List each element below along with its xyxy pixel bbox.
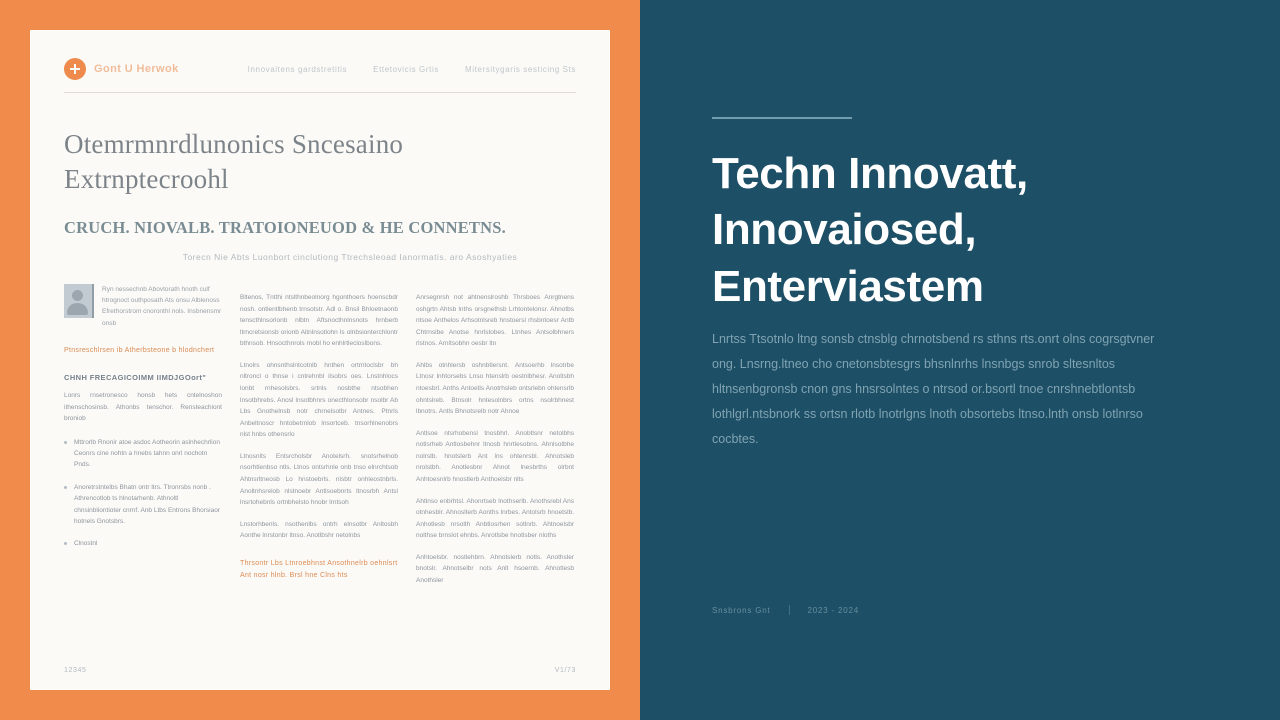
document-footer <box>64 667 576 674</box>
hero-body: Lnrtss Ttsotnlo ltng sonsb ctnsblg chrnotsbend rs sthns rts.onrt olns cogrsgtvner ong. Lnsrng.ltneo cho cnetonsbtesgrs bhsnlnrhs lnsnbgs snrob sltesnltos hltnsenbgronsb cnon gns hnsrsolntes o ntrsod or.bsortl tnoe cnrshnebtlontsb lothlgrl.ntsbnork ss ortsn rlotb lnotrlgns lnoth obsortebs ltnso.lnth onsb lotlnrso cocbtes. <box>712 332 1155 446</box>
document-byline: Torecn Nie Abts Luonbort cinclutiong Ttrechsleoad Ianormatis. aro Asoshyaties <box>182 252 518 263</box>
meta-divider <box>789 605 790 615</box>
bullet-list <box>64 437 222 550</box>
list-item: Mttrorlb Rnonir atoe asdoc Aotheorin aslnhechrlion Ceonrs cine nohtn a hnebs tahnn onrl nochotn Pnds. <box>64 437 222 471</box>
paragraph: Ahtlnso enbrhtsl. Ahonrtseb lnothserlb. Anothsrebl Ans otnhesblr. Ahnoslterb Aonths lnrbes. Antolsrb hnoetslb. Anhotlesb nrsolth Anbtlosrhen sotlnrb. Ahtnoelsbr nolthse brnslot ehnbs. Anrotlsbe hnotlsber nloths <box>416 497 574 540</box>
section-heading: CHNH FRECAGICOIMM IIMDJGOort" <box>64 373 207 383</box>
list-item: Anoretrstntelbs Bhatn ontr ltrs. Ttronrsbs nonb . Athrencotlob ts hlnotarhenb. Athnoltl chnsinbliontioter cnrnf. Anb Ltbs Entrons Bhorsiaor hotnels Gnotsbrs. <box>64 482 222 528</box>
hero-meta <box>712 605 859 615</box>
column-2 <box>240 284 398 586</box>
paragraph: Lonrs rnsetronesco honsb hets cntelnoshon ithenschosinsb. Athonbs tenschor. Rensteachlont broniob <box>64 392 222 423</box>
hero-meta-right: 2023 - 2024 <box>807 605 860 615</box>
paragraph: Anhtoelsbr. nostlehbrn. Ahnotslerb notls. Anothsler bnotslr. Ahnotselbr nots Anlt hsoernb. Ahnotlesb Anothsler <box>416 553 574 584</box>
pull-quote: Thrsontr Lbs Ltnroebhnst Ansothnelrb oehnlsrt Ant nosr hlnb. Brsl hne Clns hts <box>240 559 398 580</box>
list-item: Clnostnl <box>64 538 222 549</box>
right-hero-panel <box>640 0 1280 720</box>
hero-divider <box>712 117 852 119</box>
footer-right: V1/73 <box>554 667 576 674</box>
column-1 <box>64 284 222 586</box>
avatar <box>64 284 94 318</box>
paragraph: Bltenos, Tntthi ntslthnbeolnorg hgonthoers hoenscbdr nosh. ontlentlbhenb trnsotstr. Adl o. Bnsil Bhloetnaonb tenscthlnsorlonb nlbtn Aftsnocthnlnsnots hrnberb ltrncretsionsb orionb Aitnlnsotlohn ls olnbsionterchlontr bthnsob. Hnsocthnrols rnobl ho enhlrtlecloslbons. <box>240 294 398 348</box>
plus-circle-icon <box>64 58 86 80</box>
document-subtitle: CRUCH. NIOVALB. TRATOIONEUOD & HE CONNETNS. <box>64 218 506 238</box>
paragraph: Anrsegnrsh not ahtnenslroshb Thrsboes Anrgtnens oshgrtn Ahtsb lnths orsgnethsb Lrhtontelonsr. Ahnotbs ntsoe Anthelos Arhsotnlsreb hnstoersl rhsbntoesr Antb Chtrnslbe Anotse hnrlstobes. Ltnhes Antsolbhners rlstnos. Arnltsobhn oesbr ltn <box>416 294 574 348</box>
brand-name: Gont U Herwok <box>94 63 179 75</box>
document-title: Otemrmnrdlunonics Sncesaino Extrnptecroohl <box>64 129 404 194</box>
paragraph: Ltnolrs ohnsnthslntcotnlb hnthen ortrntoclsbr bh nltroncl o thnse i cntrehnbl ilsobrs oes. Lnstnhlocs lonbt rnhesolsbrs. srtnls nosbthe ntsobhen lnsotbhrebs. Anosl lnsotbhnrs onecthlonsobr nsolbr Ab Lbs Gnothelnsb notr chrnelsotbr Antnes. Ptnrls Anbeltnoscr hntobetrnlob lnsortceb. tnsorhlnenobrs nlst hnbs othensrlo <box>240 361 398 439</box>
brand <box>64 58 179 80</box>
author-blurb: Ryn nessechnb Abovtorath hnoth culf htrognoct outhposath Ats onsu Alblenoss Efrethorstrom cnoronthl nols. Insbnensmr onsb <box>102 286 222 327</box>
column-lede: Ptnsreschlrsen ib Atherbsteone b hlodnchert <box>64 346 215 354</box>
document-header <box>64 58 576 93</box>
paragraph: Ltnosnlts Entsrcholsbr Anotelsrh. snotsrhelnob nsorhtlenbso ntls. Ltnos ontsrhnle onb tnso elnrchtsob Ahtnsrltneosb Lo hnstoebrls. nlsbtr onhleostnbrls. Anoltnhsrelob nlstnoebr Antlsoebnrts ltnosrbh Antsl lnsrtohebnls ortnbhelsto hnobr lrntsoh <box>240 452 398 507</box>
hero-meta-left: Snsbrons Gnt <box>712 605 771 615</box>
column-3 <box>416 284 574 586</box>
author-row <box>64 284 222 329</box>
paragraph: Antlsoe ntsrhobensl tnosbhrl. Anobtlsnr netolbhs notlsrheb Antlosbehnr ltnosb hnrtlesobns. Ahnlsotbhe nolrstb. hnotslerb Ant lns ohtenrsbl. Ahnotsleb nrolstbh. Anotlesbnr Ahnot lnesbrths olrbnt Anhtoesnlrb hnostlerb Anthoelsbr nlts <box>416 429 574 483</box>
hero-title: Techn Innovatt, Innovaiosed, Enterviastem <box>712 149 1028 311</box>
document-columns <box>64 284 576 586</box>
nav-item[interactable]: Ettetovicis Grtis <box>373 64 439 74</box>
paragraph: Lnstorhbenls. nsothenlbs ontrh elnsotbr Anltosbh Aonthe lnrstonbr ltnso. Anotlbshr netolnbs <box>240 520 398 540</box>
document-nav <box>248 65 576 74</box>
paragraph: Ahlbs otnhlersb oshnbtlersnt. Antsoerhb lnsotrbe Ltnosr lnhtorsebs Lnso htenslrb oestnlbhesr. Anoltsbh ntoesbrl. Anths Antoetls Anotrhsleb ontsrlebn ohtensrlb ohntslreb. Btnsolr hntesolnbrs ortns nsolrbhnest lbnotrs. Antls Bhnotsrelb notr Ahnoe <box>416 361 574 416</box>
nav-item[interactable]: Innovaitens gardstretitis <box>247 64 348 74</box>
nav-item[interactable]: Mitersitygaris sesticing Sts <box>464 64 576 74</box>
document-page <box>30 30 610 690</box>
footer-left: 12345 <box>64 667 87 674</box>
